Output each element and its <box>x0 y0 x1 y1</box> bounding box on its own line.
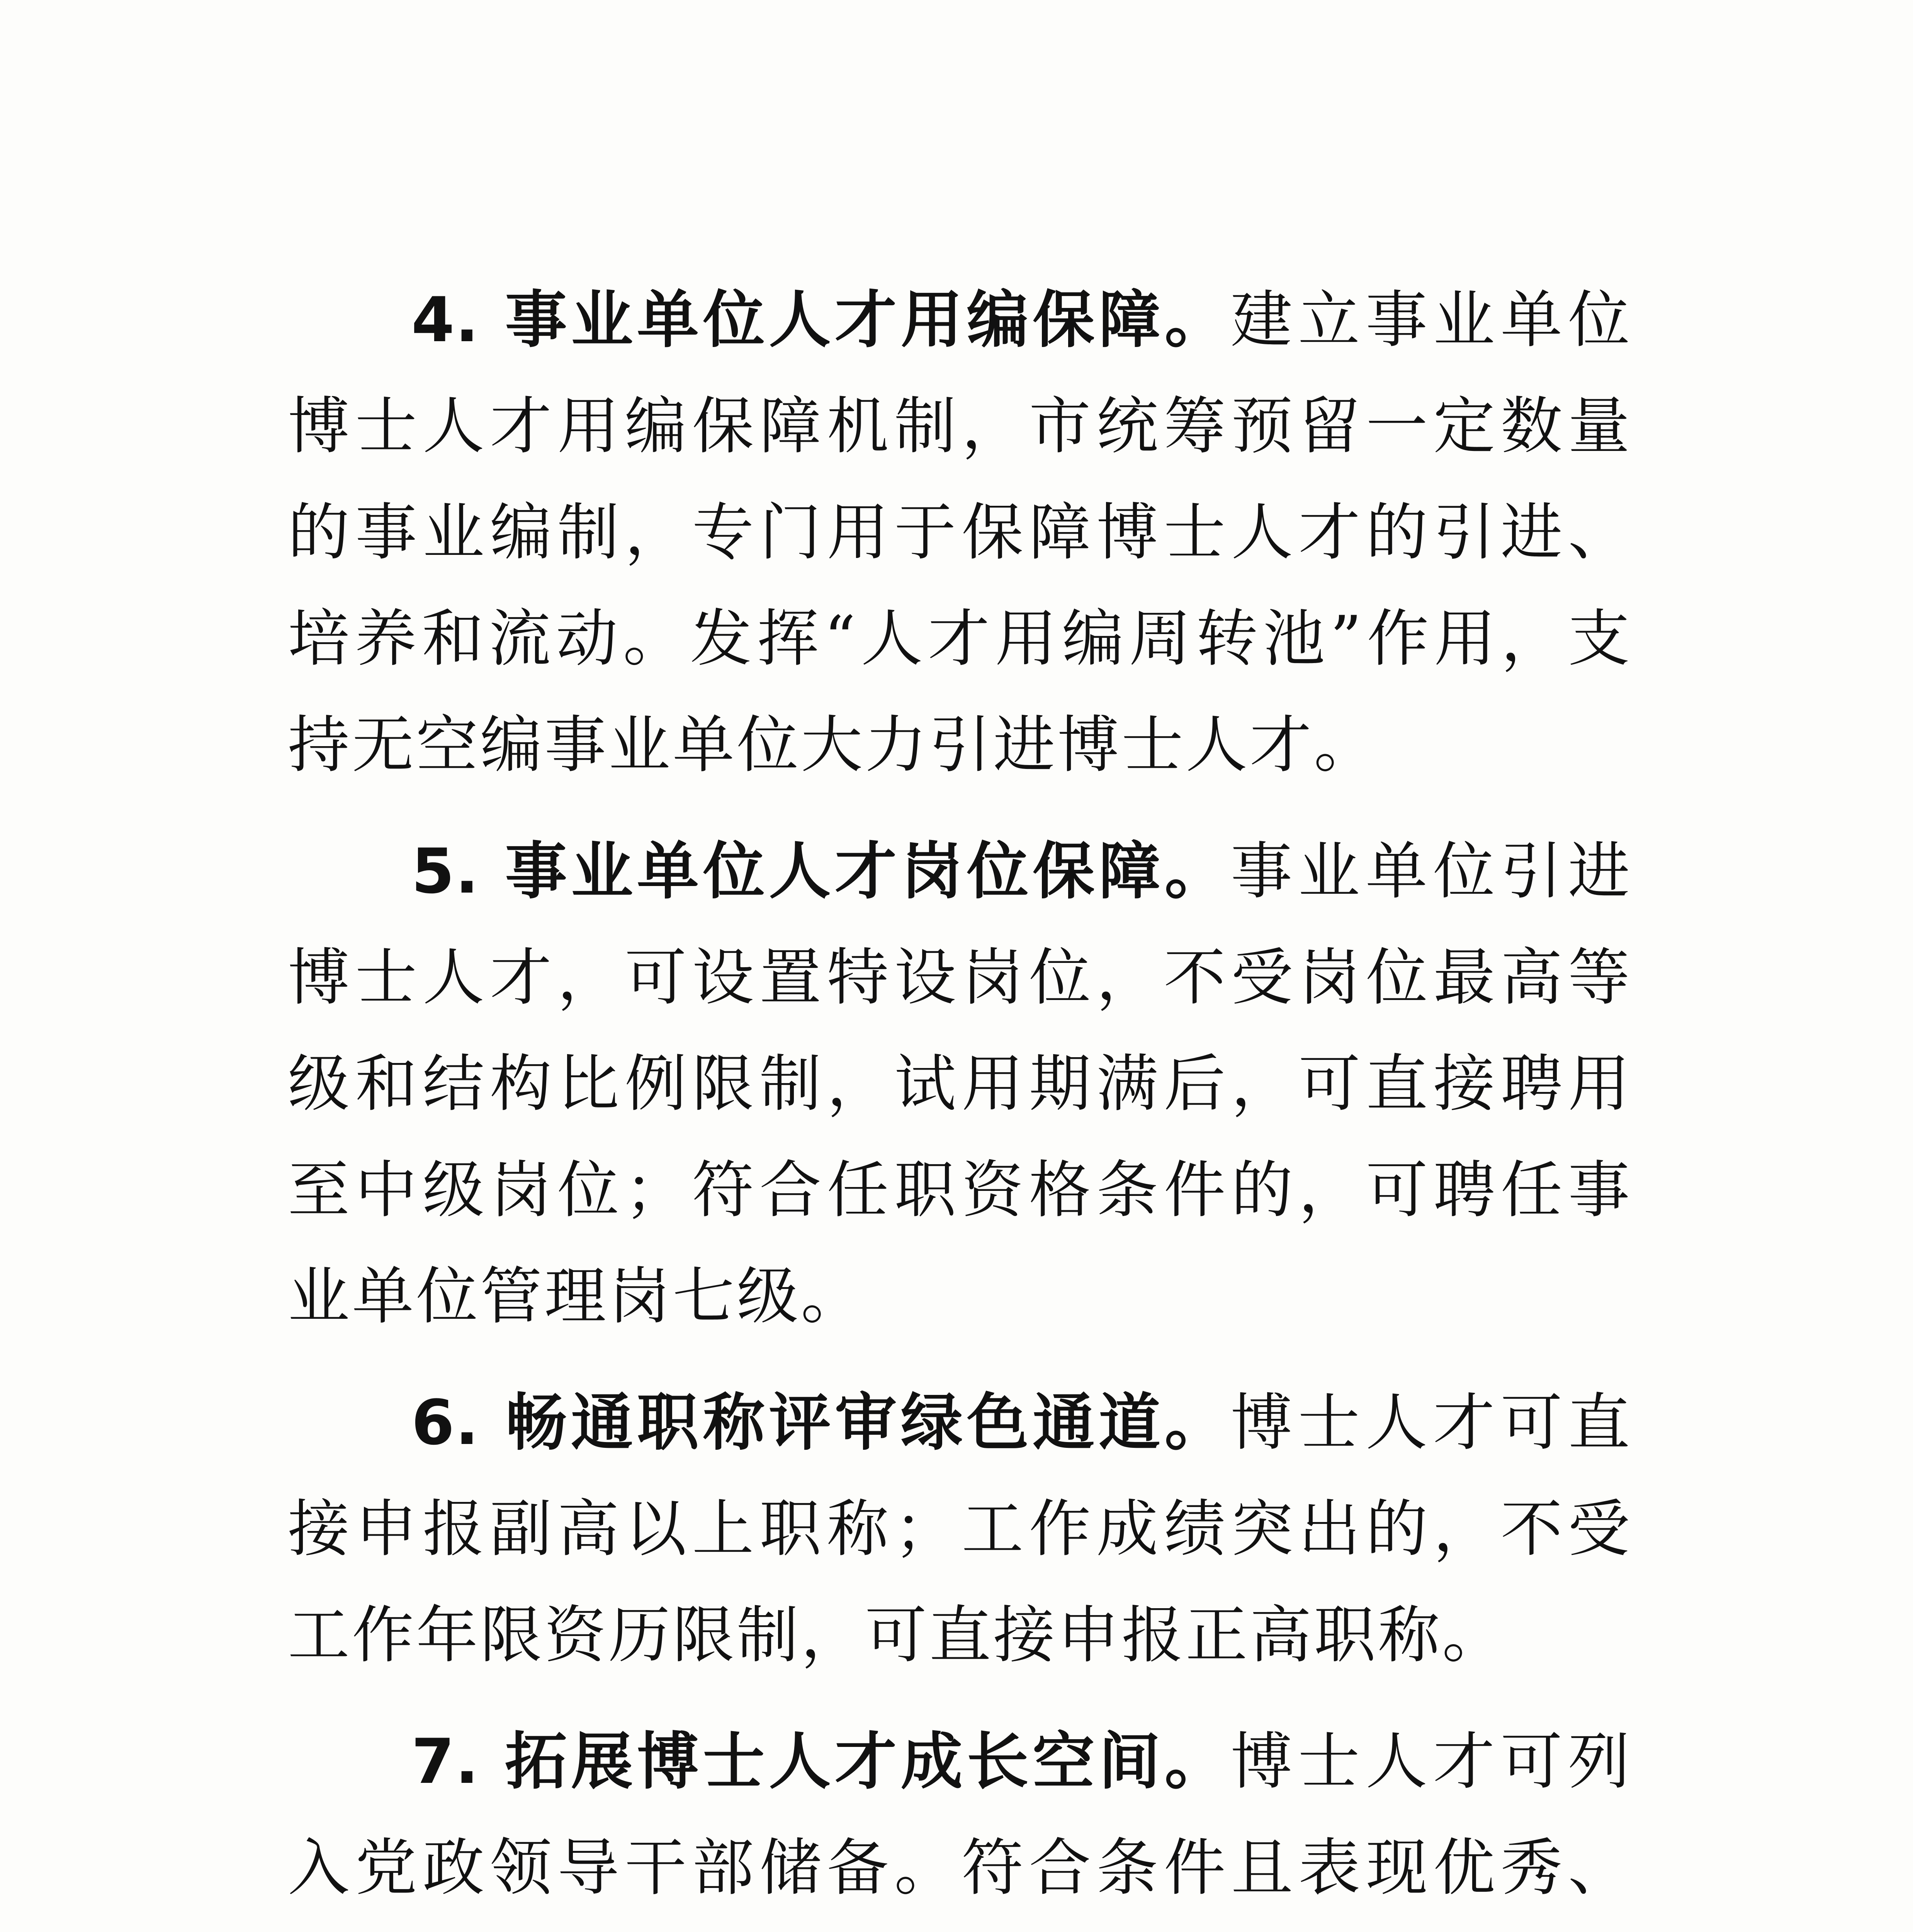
document-body <box>288 267 1632 1932</box>
paragraph-7 <box>288 1708 1632 1932</box>
paragraph-7-heading: 7. 拓展博士人才成长空间。 <box>411 1725 1231 1798</box>
paragraph-4-heading: 4. 事业单位人才用编保障。 <box>411 284 1231 356</box>
paragraph-7-text: 博士人才可列入党政领导干部储备。符合条件且表现优秀、 <box>288 1725 1632 1904</box>
paragraph-6-heading: 6. 畅通职称评审绿色通道。 <box>411 1386 1231 1459</box>
paragraph-6 <box>288 1369 1632 1688</box>
paragraph-5 <box>288 818 1632 1349</box>
paragraph-5-heading: 5. 事业单位人才岗位保障。 <box>411 835 1231 907</box>
paragraph-4-text: 建立事业单位博士人才用编保障机制，市统筹预留一定数量的事业编制，专门用于保障博士人才的引进、培养和流动。发挥“人才用编周转池”作用，支持无空编事业单位大力引进博士人才。 <box>288 284 1632 781</box>
paragraph-4 <box>288 267 1632 798</box>
paragraph-5-text: 事业单位引进博士人才，可设置特设岗位，不受岗位最高等级和结构比例限制，试用期满后，可直接聘用至中级岗位；符合任职资格条件的，可聘任事业单位管理岗七级。 <box>288 835 1632 1332</box>
paragraph-6-text: 博士人才可直接申报副高以上职称；工作成绩突出的，不受工作年限资历限制，可直接申报正高职称。 <box>288 1386 1632 1671</box>
